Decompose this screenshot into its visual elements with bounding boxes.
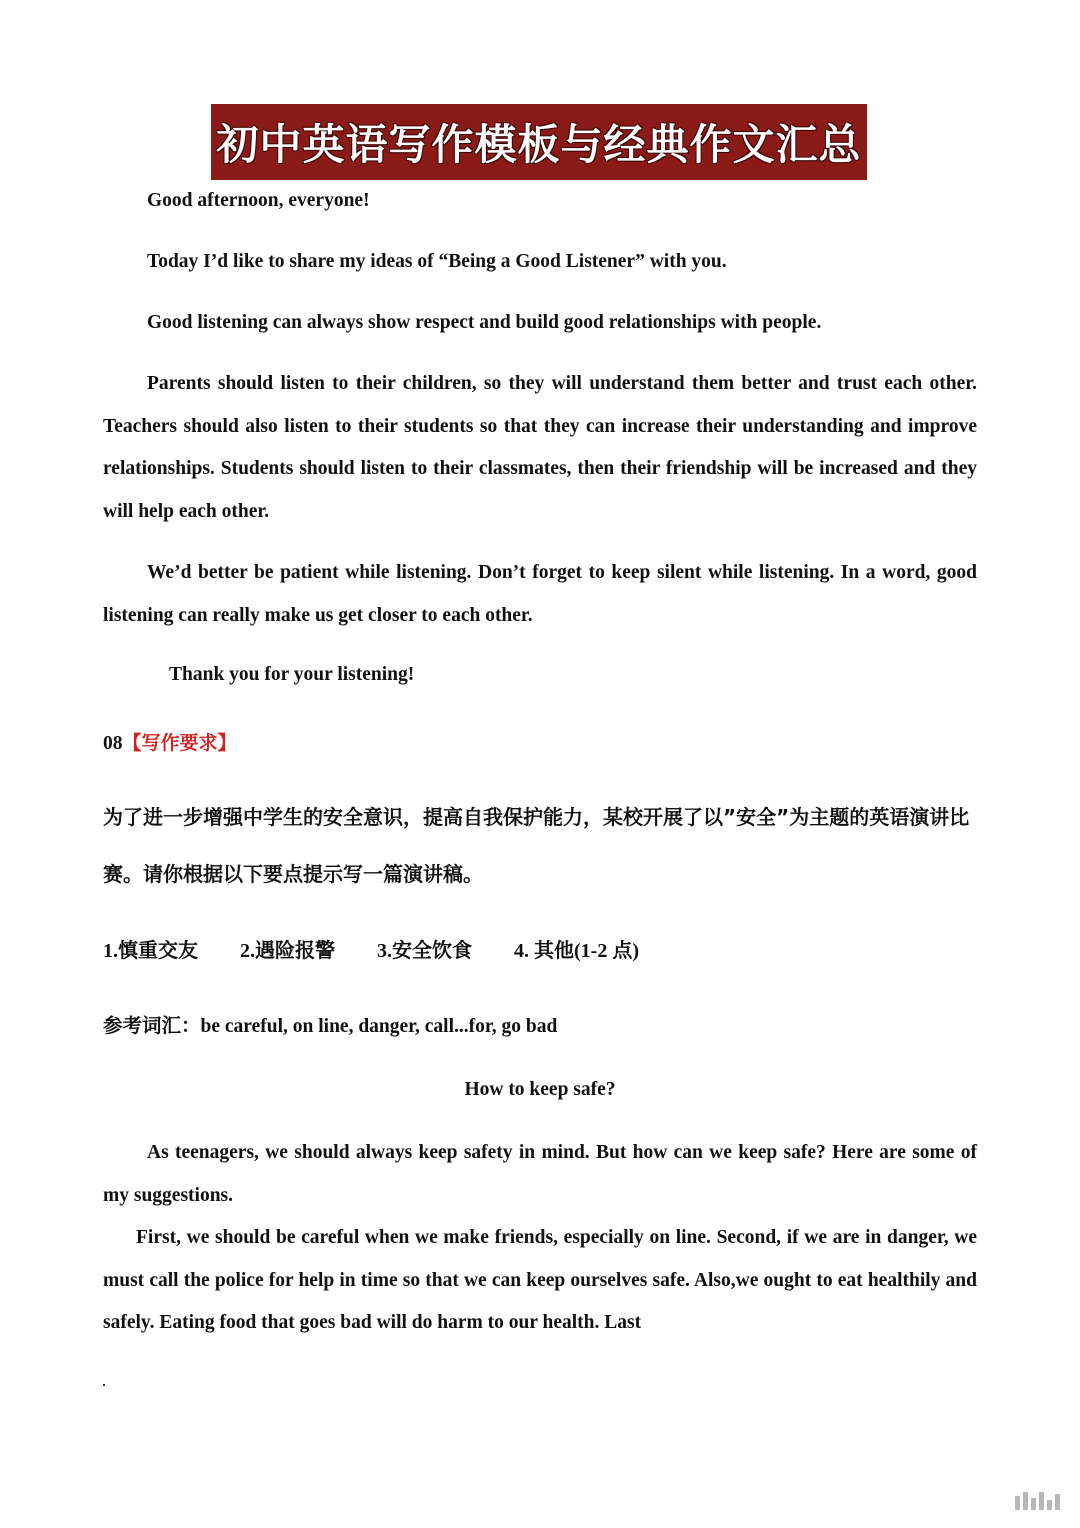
task-heading	[103, 728, 237, 755]
task-points	[103, 934, 676, 963]
essay-paragraph-2: First, we should be careful when we make friends, especially on line. Second, if we are in danger, we must call the police for help in time so that we can keep ourselves safe. Also,we ought to eat healthily and safely. Eating food that goes bad will do harm to our health. Last	[103, 1227, 977, 1333]
watermark-logo	[1015, 1492, 1060, 1510]
speech-conclusion-paragraph: We’d better be patient while listening. Don’t forget to keep silent while listening. In a word, good listening can really make us get closer to each other.	[103, 562, 977, 626]
task-number: 08	[103, 733, 123, 754]
page-dot	[103, 1384, 105, 1386]
vocab-label: 参考词汇：	[103, 1014, 201, 1037]
title-banner	[211, 104, 867, 180]
page-title: 初中英语写作模板与经典作文汇总	[216, 120, 862, 169]
task-point: 2.遇险报警	[240, 940, 335, 962]
task-point: 3.安全饮食	[377, 940, 472, 962]
essay-title: How to keep safe?	[464, 1079, 616, 1100]
speech-greeting: Good afternoon, everyone!	[147, 190, 370, 211]
reference-vocabulary	[103, 1010, 557, 1038]
task-point: 4. 其他(1-2 点)	[514, 940, 639, 962]
task-description: 为了进一步增强中学生的安全意识，提高自我保护能力，某校开展了以”安全”为主题的英语演讲比赛。请你根据以下要点提示写一篇演讲稿。	[103, 805, 970, 886]
speech-thesis: Good listening can always show respect and build good relationships with people.	[147, 312, 822, 333]
task-point: 1.慎重交友	[103, 940, 198, 962]
essay-paragraph-1: As teenagers, we should always keep safety in mind. But how can we keep safe? Here are some of my suggestions.	[103, 1142, 977, 1206]
vocab-list: be careful, on line, danger, call...for, go bad	[200, 1016, 558, 1037]
task-label: 【写作要求】	[122, 732, 237, 754]
speech-intro: Today I’d like to share my ideas of “Being a Good Listener” with you.	[147, 251, 727, 272]
speech-body-paragraph: Parents should listen to their children, so they will understand them better and trust each other. Teachers should also listen to their students so that they can increase their understanding and improve relationships. Students should listen to their classmates, then their friendship will be increased and they will help each other.	[103, 373, 977, 522]
speech-closing: Thank you for your listening!	[169, 664, 415, 685]
